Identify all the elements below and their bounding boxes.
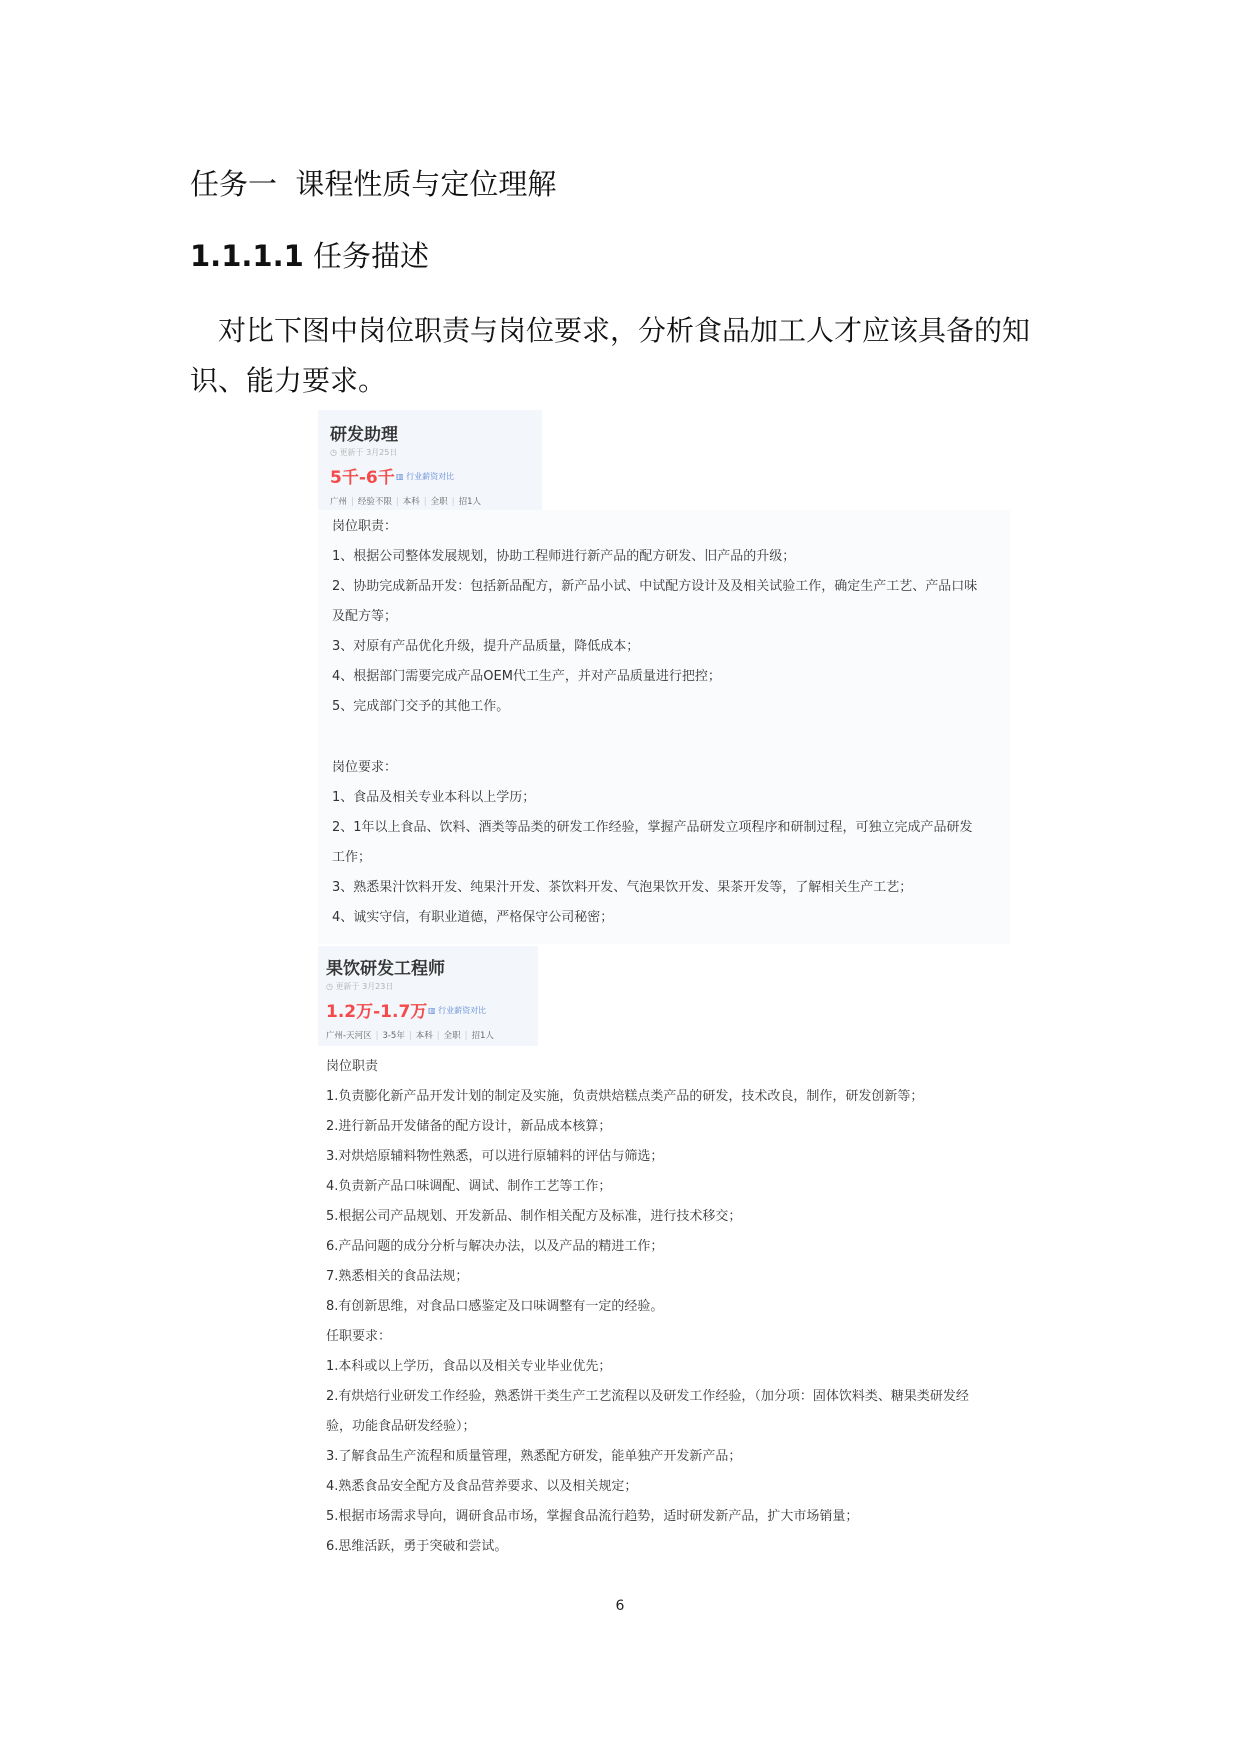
job2-req-line: 2.有烘焙行业研发工作经验，熟悉饼干类生产工艺流程以及研发工作经验，（加分项：固体饮料类、糖果类研发经 bbox=[326, 1389, 969, 1404]
job1-updated: ◷ 更新于 3月25日 bbox=[330, 448, 398, 457]
chart-icon: ▥ bbox=[428, 1006, 436, 1015]
job1-duty-line: 4、根据部门需要完成产品OEM代工生产，并对产品质量进行把控； bbox=[332, 669, 721, 684]
job2-tags: 广州-天河区 | 3-5年 | 本科 | 全职 | 招1人 bbox=[326, 1031, 494, 1041]
job1-duty-line: 5、完成部门交予的其他工作。 bbox=[332, 699, 510, 714]
job2-req-heading: 任职要求： bbox=[326, 1329, 392, 1344]
job2-updated: ◷ 更新于 3月23日 bbox=[326, 982, 394, 991]
job1-req-line: 3、熟悉果汁饮料开发、纯果汁开发、茶饮料开发、气泡果饮开发、果茶开发等，了解相关生产工艺； bbox=[332, 880, 913, 895]
job1-description bbox=[318, 510, 1010, 944]
job1-duty-line: 1、根据公司整体发展规划，协助工程师进行新产品的配方研发、旧产品的升级； bbox=[332, 549, 796, 564]
clock-icon: ◷ bbox=[330, 448, 337, 457]
job1-duty-heading: 岗位职责： bbox=[332, 519, 398, 534]
job1-salary: 5千-6千 bbox=[330, 468, 395, 488]
job1-header-card bbox=[318, 410, 542, 510]
job1-req-line: 2、1年以上食品、饮料、酒类等品类的研发工作经验，掌握产品研发立项程序和研制过程，可独立完成产品研发 bbox=[332, 820, 973, 835]
job1-req-heading: 岗位要求： bbox=[332, 760, 398, 775]
job2-duty-line: 8.有创新思维，对食品口感鉴定及口味调整有一定的经验。 bbox=[326, 1299, 664, 1314]
job2-req-line: 5.根据市场需求导向，调研食品市场，掌握食品流行趋势，适时研发新产品，扩大市场销量； bbox=[326, 1509, 859, 1524]
job2-salary-compare: ▥ 行业薪资对比 bbox=[428, 1006, 487, 1015]
job1-req-line: 工作； bbox=[332, 850, 372, 865]
job2-duty-line: 6.产品问题的成分分析与解决办法，以及产品的精进工作； bbox=[326, 1239, 664, 1254]
job1-tags: 广州 | 经验不限 | 本科 | 全职 | 招1人 bbox=[330, 497, 481, 507]
task-title: 任务一 课程性质与定位理解 bbox=[190, 167, 557, 201]
job1-duty-line: 及配方等； bbox=[332, 609, 398, 624]
job2-duty-line: 5.根据公司产品规划、开发新品、制作相关配方及标准，进行技术移交； bbox=[326, 1209, 742, 1224]
job2-duty-line: 3.对烘焙原辅料物性熟悉，可以进行原辅料的评估与筛选； bbox=[326, 1149, 664, 1164]
job2-req-line: 1.本科或以上学历，食品以及相关专业毕业优先； bbox=[326, 1359, 612, 1374]
job1-req-line: 4、诚实守信，有职业道德，严格保守公司秘密； bbox=[332, 910, 614, 925]
chart-icon: ▥ bbox=[396, 472, 404, 481]
job2-req-line: 验，功能食品研发经验）； bbox=[326, 1419, 476, 1434]
job2-duty-line: 2.进行新品开发储备的配方设计，新品成本核算； bbox=[326, 1119, 612, 1134]
job2-duty-line: 1.负责膨化新产品开发计划的制定及实施，负责烘焙糕点类产品的研发，技术改良，制作，研发创新等； bbox=[326, 1089, 924, 1104]
clock-icon: ◷ bbox=[326, 982, 333, 991]
job2-header-card bbox=[318, 946, 538, 1046]
job2-duty-heading: 岗位职责 bbox=[326, 1059, 379, 1074]
job2-duty-line: 7.熟悉相关的食品法规； bbox=[326, 1269, 469, 1284]
section-number: 1.1.1.1 bbox=[190, 239, 304, 273]
job2-title: 果饮研发工程师 bbox=[326, 959, 445, 979]
page-number: 6 bbox=[615, 1598, 625, 1614]
section-title: 任务描述 bbox=[312, 239, 429, 273]
job1-title: 研发助理 bbox=[330, 425, 398, 445]
job2-req-line: 3.了解食品生产流程和质量管理，熟悉配方研发，能单独产开发新产品； bbox=[326, 1449, 742, 1464]
job2-salary: 1.2万-1.7万 bbox=[326, 1002, 428, 1022]
job1-duty-line: 2、协助完成新品开发：包括新品配方，新产品小试、中试配方设计及及相关试验工作，确定生产工艺、产品口味 bbox=[332, 579, 978, 594]
job1-duty-line: 3、对原有产品优化升级，提升产品质量，降低成本； bbox=[332, 639, 640, 654]
job2-duty-line: 4.负责新产品口味调配、调试、制作工艺等工作； bbox=[326, 1179, 612, 1194]
job2-description bbox=[318, 1046, 1030, 1570]
job2-req-line: 6.思维活跃，勇于突破和尝试。 bbox=[326, 1539, 508, 1554]
job2-req-line: 4.熟悉食品安全配方及食品营养要求、以及相关规定； bbox=[326, 1479, 638, 1494]
task-description: 对比下图中岗位职责与岗位要求，分析食品加工人才应该具备的知识、能力要求。 bbox=[190, 314, 1031, 397]
job1-req-line: 1、食品及相关专业本科以上学历； bbox=[332, 790, 536, 805]
job1-salary-compare: ▥ 行业薪资对比 bbox=[396, 472, 455, 481]
section-heading bbox=[190, 236, 429, 276]
